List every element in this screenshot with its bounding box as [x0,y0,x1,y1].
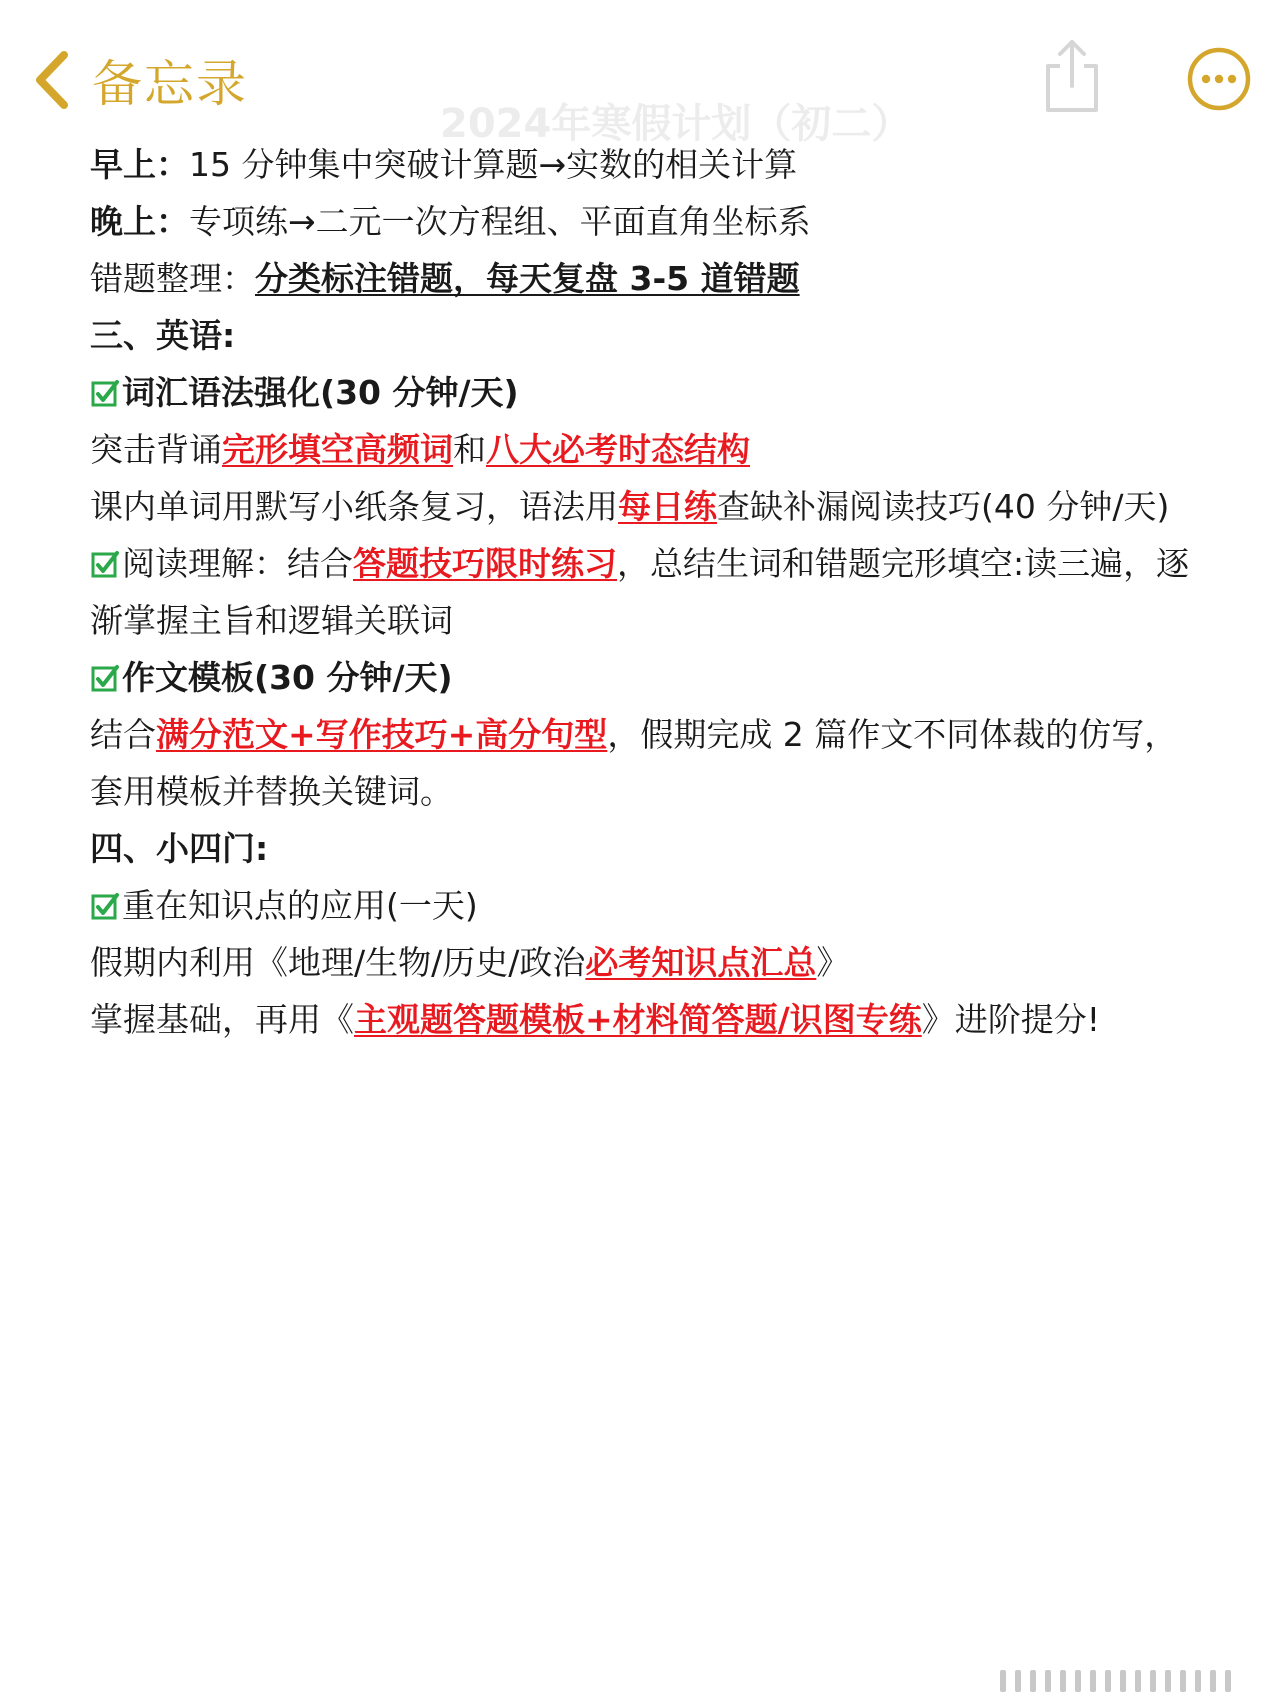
knowledge-text-tail: 》 [816,943,850,982]
share-icon [1040,101,1104,120]
checklist-item-reading [90,535,1210,649]
chevron-left-icon [34,49,70,111]
note-title: 2024年寒假计划（初二） [440,101,912,147]
checkbox-checked-icon [90,549,120,579]
reading-text: 阅读理解：结合 [122,544,353,583]
checkbox-checked-icon [90,663,120,693]
note-line-evening [90,193,1210,250]
note-line-advance [90,991,1210,1048]
section-heading-minor-subjects: 四、小四门: [90,829,269,868]
morning-label: 早上： [90,145,189,184]
knowledge-text: 假期内利用《地理/生物/历史/政治 [90,943,586,982]
share-button[interactable] [1040,36,1104,120]
more-icon [1186,97,1252,116]
checklist-item-writing [90,649,1210,706]
checkbox-checked-icon [90,378,120,408]
memorize-text: 突击背诵 [90,430,222,469]
memorize-and: 和 [453,430,486,469]
highlight-cloze-words: 完形填空高频词 [222,430,453,469]
watermark-bars [1000,1666,1231,1696]
advance-text-tail: 》进阶提分! [921,1000,1100,1039]
checklist-item-application [90,877,1210,934]
navigation-bar [0,0,1280,150]
checkbox-checked-icon [90,891,120,921]
essay-text: 结合 [90,715,156,754]
note-line-essay [90,706,1210,820]
section-heading-english: 三、英语: [90,316,236,355]
highlight-key-points: 必考知识点汇总 [585,943,817,982]
note-line-mistakes [90,250,1210,307]
back-button[interactable] [34,40,248,120]
note-line-memorize [90,421,1210,478]
note-body[interactable] [90,136,1210,1048]
writing-text: 作文模板(30 分钟/天) [122,658,453,697]
evening-text: 专项练→二元一次方程组、平面直角坐标系 [189,202,811,241]
more-button[interactable] [1186,46,1252,116]
highlight-answer-templates: 主观题答题模板+材料简答题/识图专练 [354,1000,922,1039]
vocab-text: 词汇语法强化(30 分钟/天) [122,373,519,412]
highlight-tense-structures: 八大必考时态结构 [486,430,750,469]
note-line-morning [90,136,1210,193]
evening-label: 晚上： [90,202,189,241]
essay-text-tail: ，假期完成 2 篇作文不同体裁的仿写，套用模板并替换关键词。 [90,715,1178,811]
reading-text-tail: ，总结生词和错题完形填空:读三遍，逐渐掌握主旨和逻辑关联词 [90,544,1190,640]
highlight-daily-practice: 每日练 [618,487,717,526]
highlight-essay-resources: 满分范文+写作技巧+高分句型 [156,715,608,754]
review-text: 课内单词用默写小纸条复习，语法用 [90,487,618,526]
checklist-item-vocab [90,364,1210,421]
review-text-tail: 查缺补漏阅读技巧(40 分钟/天) [717,487,1170,526]
back-label: 备忘录 [92,55,248,113]
mistakes-text: 分类标注错题，每天复盘 3-5 道错题 [255,259,800,298]
note-line-review [90,478,1210,535]
advance-text: 掌握基础，再用《 [90,1000,354,1039]
highlight-timed-practice: 答题技巧限时练习 [353,544,617,583]
note-line-knowledge [90,934,1210,991]
application-text: 重在知识点的应用(一天) [122,886,478,925]
morning-text: 15 分钟集中突破计算题→实数的相关计算 [189,145,798,184]
mistakes-label: 错题整理： [90,259,255,298]
